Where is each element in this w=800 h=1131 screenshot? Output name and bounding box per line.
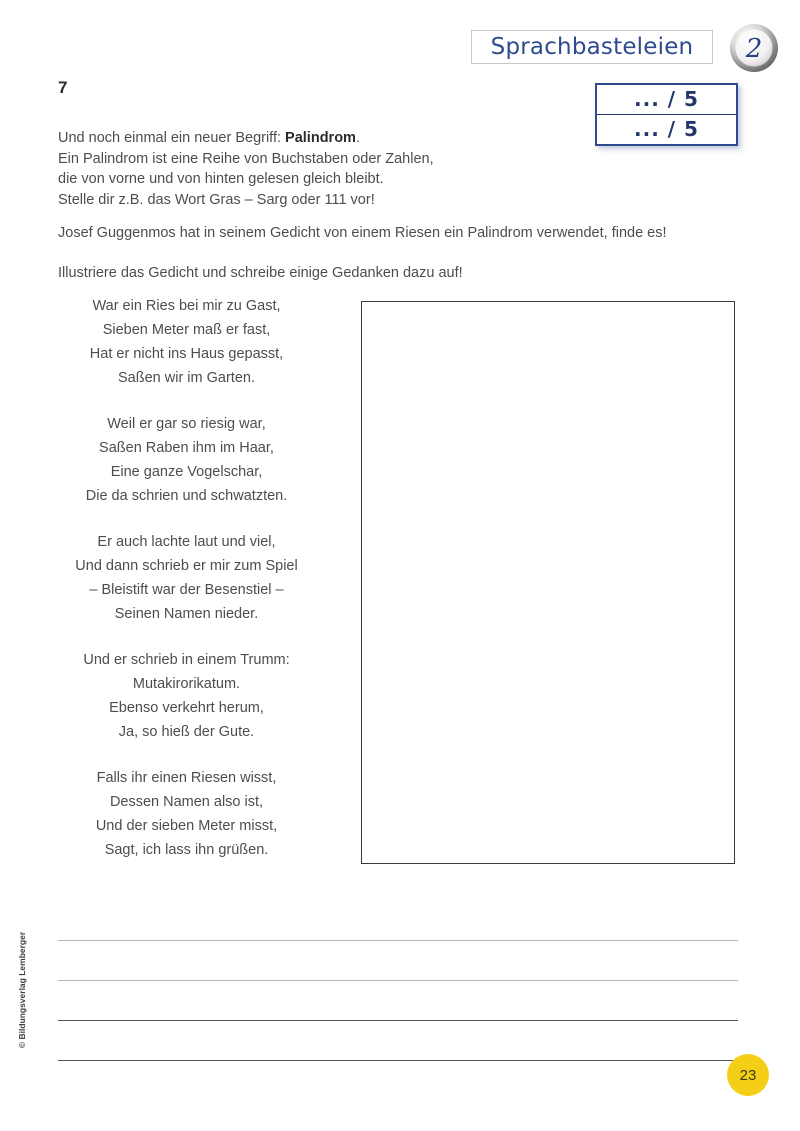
- chapter-number-badge: [729, 23, 779, 73]
- poem-stanza: [40, 530, 333, 626]
- instruction-line-1: [58, 128, 738, 149]
- instruction-line-6: Illustriere das Gedicht und schreibe einige Gedanken dazu auf!: [58, 264, 463, 281]
- worksheet-title-box: [471, 30, 713, 64]
- page-number: 23: [739, 1066, 757, 1084]
- poem-line: Ebenso verkehrt herum,: [109, 700, 264, 716]
- instruction-block: [58, 128, 738, 283]
- poem-line: War ein Ries bei mir zu Gast,: [92, 298, 281, 314]
- poem-line: Seinen Namen nieder.: [114, 606, 259, 622]
- poem-line: Hat er nicht ins Haus gepasst,: [89, 346, 284, 362]
- poem-line: Sagt, ich lass ihn grüßen.: [104, 842, 269, 858]
- poem-line: Und er schrieb in einem Trumm:: [83, 652, 290, 668]
- poem-line-palindrome: Mutakirorikatum.: [132, 676, 241, 692]
- score-value-2: ... / 5: [634, 117, 699, 142]
- writing-lines-area: [58, 940, 738, 1100]
- poem-line: Er auch lachte laut und viel,: [97, 534, 276, 550]
- poem-stanza: [40, 412, 333, 508]
- instruction-line-5: Josef Guggenmos hat in seinem Gedicht von einem Riesen ein Palindrom verwendet, finde es!: [58, 225, 667, 241]
- poem-text: [40, 294, 333, 884]
- writing-line[interactable]: [58, 1060, 738, 1061]
- writing-line[interactable]: [58, 1020, 738, 1021]
- poem-stanza: [40, 294, 333, 390]
- poem-line: Saßen Raben ihm im Haar,: [99, 440, 274, 456]
- poem-line: Sieben Meter maß er fast,: [102, 322, 271, 338]
- instruction-line-4: Stelle dir z.B. das Wort Gras – Sarg oder 111 vor!: [58, 191, 375, 208]
- poem-line: Ja, so hieß der Gute.: [118, 724, 255, 740]
- instruction-line-1-prefix: Und noch einmal ein neuer Begriff:: [58, 130, 286, 146]
- score-row-1[interactable]: [597, 85, 736, 115]
- copyright-notice: © Bildungsverlag Lemberger: [17, 931, 27, 1049]
- poem-line: Saßen wir im Garten.: [118, 370, 255, 386]
- page-number-badge: [727, 1054, 769, 1096]
- term-palindrom: Palindrom: [285, 130, 356, 146]
- poem-line: Falls ihr einen Riesen wisst,: [96, 770, 277, 786]
- drawing-area[interactable]: [361, 301, 735, 864]
- poem-line: Und der sieben Meter misst,: [95, 818, 278, 834]
- page-title: Sprachbasteleien: [490, 34, 694, 60]
- svg-text:2: 2: [745, 34, 763, 64]
- writing-line[interactable]: [58, 940, 738, 941]
- poem-line: Eine ganze Vogelschar,: [110, 464, 263, 480]
- poem-line: Weil er gar so riesig war,: [107, 416, 266, 432]
- instruction-line-3: die von vorne und von hinten gelesen gleich bleibt.: [58, 171, 384, 187]
- poem-stanza: [40, 766, 333, 862]
- poem-stanza: [40, 648, 333, 744]
- poem-line: Dessen Namen also ist,: [109, 794, 264, 810]
- exercise-number: 7: [58, 78, 68, 97]
- poem-line: – Bleistift war der Besenstiel –: [89, 582, 284, 598]
- poem-line: Und dann schrieb er mir zum Spiel: [75, 558, 298, 574]
- writing-line[interactable]: [58, 980, 738, 981]
- poem-line: Die da schrien und schwatzten.: [85, 488, 288, 504]
- instruction-line-2: Ein Palindrom ist eine Reihe von Buchstaben oder Zahlen,: [58, 150, 434, 167]
- score-value-1: ... / 5: [634, 87, 699, 112]
- instruction-line-1-suffix: .: [355, 130, 360, 146]
